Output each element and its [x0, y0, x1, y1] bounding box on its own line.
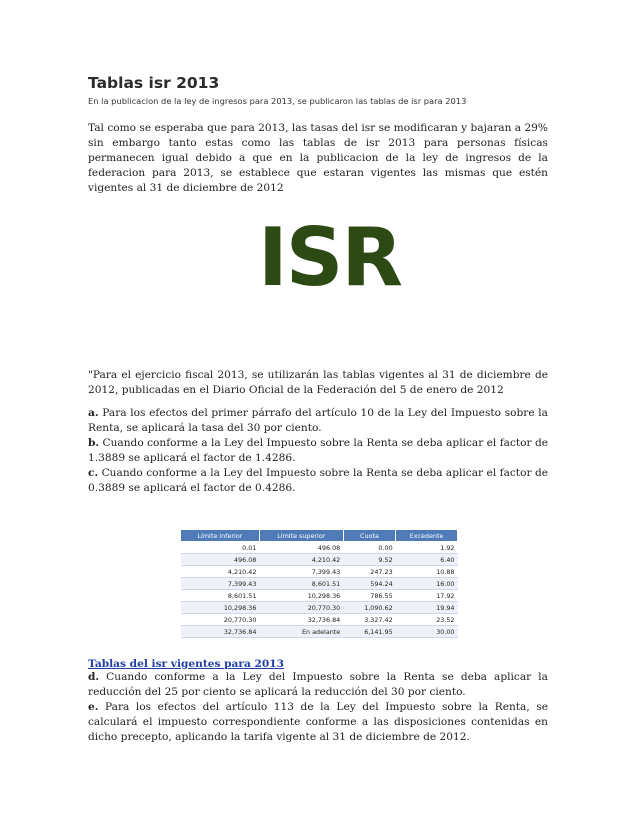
- item-letter: c.: [88, 467, 99, 479]
- table-cell: 496.08: [181, 554, 260, 566]
- item-text: Cuando conforme a la Ley del Impuesto sobre la Renta se deba aplicar el factor de 1.3889 se aplicará el factor de 1.4286.: [88, 437, 548, 464]
- provisions-list: [88, 406, 548, 496]
- list-item: [88, 467, 548, 494]
- table-cell: 20,770.30: [259, 602, 343, 614]
- table-cell: 19.94: [396, 602, 458, 614]
- quote-paragraph: "Para el ejercicio fiscal 2013, se utilizarán las tablas vigentes al 31 de diciembre de 2012, publicadas en el Diario Oficial de la Federación del 5 de enero de 2012: [88, 369, 548, 396]
- table-row: [181, 554, 458, 566]
- table-row: [181, 626, 458, 638]
- item-letter: b.: [88, 437, 100, 449]
- table-cell: 594.24: [343, 578, 395, 590]
- table-cell: 247.23: [343, 566, 395, 578]
- table-cell: 17.92: [396, 590, 458, 602]
- table-cell: 4,210.42: [181, 566, 260, 578]
- list-item: [88, 407, 548, 434]
- table-cell: 10,298.36: [181, 602, 260, 614]
- table-row: [181, 590, 458, 602]
- column-header: Excedente: [396, 530, 458, 542]
- table-header-row: [181, 530, 458, 542]
- table-cell: 0.00: [343, 542, 395, 554]
- table-cell: 8,601.51: [259, 578, 343, 590]
- page-subtitle: En la publicacion de la ley de ingresos para 2013, se publicaron las tablas de isr para 2013: [88, 96, 467, 106]
- table-cell: 9.52: [343, 554, 395, 566]
- table-cell: 496.08: [259, 542, 343, 554]
- table-cell: 10,298.36: [259, 590, 343, 602]
- provisions-list-continued: [88, 670, 548, 745]
- table-cell: 10.88: [396, 566, 458, 578]
- table-row: [181, 542, 458, 554]
- table-cell: 786.55: [343, 590, 395, 602]
- table-cell: 6,141.95: [343, 626, 395, 638]
- table-cell: 0.01: [181, 542, 260, 554]
- table-cell: 4,210.42: [259, 554, 343, 566]
- table-cell: 3,327.42: [343, 614, 395, 626]
- table-row: [181, 578, 458, 590]
- item-text: Para los efectos del artículo 113 de la Ley del Impuesto sobre la Renta, se calculará el impuesto correspondiente conforme a las disposiciones contenidas en dicho precepto, aplicando la tarifa vigente al 31 de diciembre de 2012.: [88, 701, 548, 743]
- isr-logo-image: ISR: [258, 211, 401, 304]
- item-letter: a.: [88, 407, 99, 419]
- table-cell: 8,601.51: [181, 590, 260, 602]
- table-cell: 6.40: [396, 554, 458, 566]
- isr-rate-table: [180, 529, 458, 638]
- intro-paragraph: Tal como se esperaba que para 2013, las tasas del isr se modificaran y bajaran a 29% sin embargo tanto estas como las tablas de isr 2013 para personas físicas permanecen igual debido a que en la publicacion de la ley de ingresos de la federacion para 2013, se establece que estaran vigentes las mismas que estén vigentes al 31 de diciembre de 2012: [88, 122, 548, 194]
- page-title: Tablas isr 2013: [88, 74, 220, 92]
- table-cell: 7,399.43: [181, 578, 260, 590]
- isr-tables-link[interactable]: Tablas del isr vigentes para 2013: [88, 658, 285, 670]
- table-cell: 1,090.62: [343, 602, 395, 614]
- column-header: Límite superior: [259, 530, 343, 542]
- column-header: Límite Inferior: [181, 530, 260, 542]
- table-cell: En adelante: [259, 626, 343, 638]
- table-row: [181, 566, 458, 578]
- table-row: [181, 614, 458, 626]
- list-item: [88, 437, 548, 464]
- item-text: Para los efectos del primer párrafo del artículo 10 de la Ley del Impuesto sobre la Renta, se aplicará la tasa del 30 por ciento.: [88, 407, 548, 434]
- list-item: [88, 701, 548, 743]
- isr-rate-table-image: [180, 529, 458, 638]
- table-cell: 1.92: [396, 542, 458, 554]
- table-cell: 30.00: [396, 626, 458, 638]
- table-cell: 7,399.43: [259, 566, 343, 578]
- item-text: Cuando conforme a la Ley del Impuesto sobre la Renta se deba aplicar el factor de 0.3889 se aplicará el factor de 0.4286.: [88, 467, 548, 494]
- table-row: [181, 602, 458, 614]
- column-header: Cuota: [343, 530, 395, 542]
- table-cell: 20,770.30: [181, 614, 260, 626]
- table-cell: 32,736.84: [259, 614, 343, 626]
- table-cell: 16.00: [396, 578, 458, 590]
- item-letter: d.: [88, 671, 100, 683]
- table-cell: 23.52: [396, 614, 458, 626]
- item-text: Cuando conforme a la Ley del Impuesto sobre la Renta se deba aplicar la reducción del 25 por ciento se aplicará la reducción del 30 por ciento.: [88, 671, 548, 698]
- item-letter: e.: [88, 701, 99, 713]
- table-cell: 32,736.84: [181, 626, 260, 638]
- list-item: [88, 671, 548, 698]
